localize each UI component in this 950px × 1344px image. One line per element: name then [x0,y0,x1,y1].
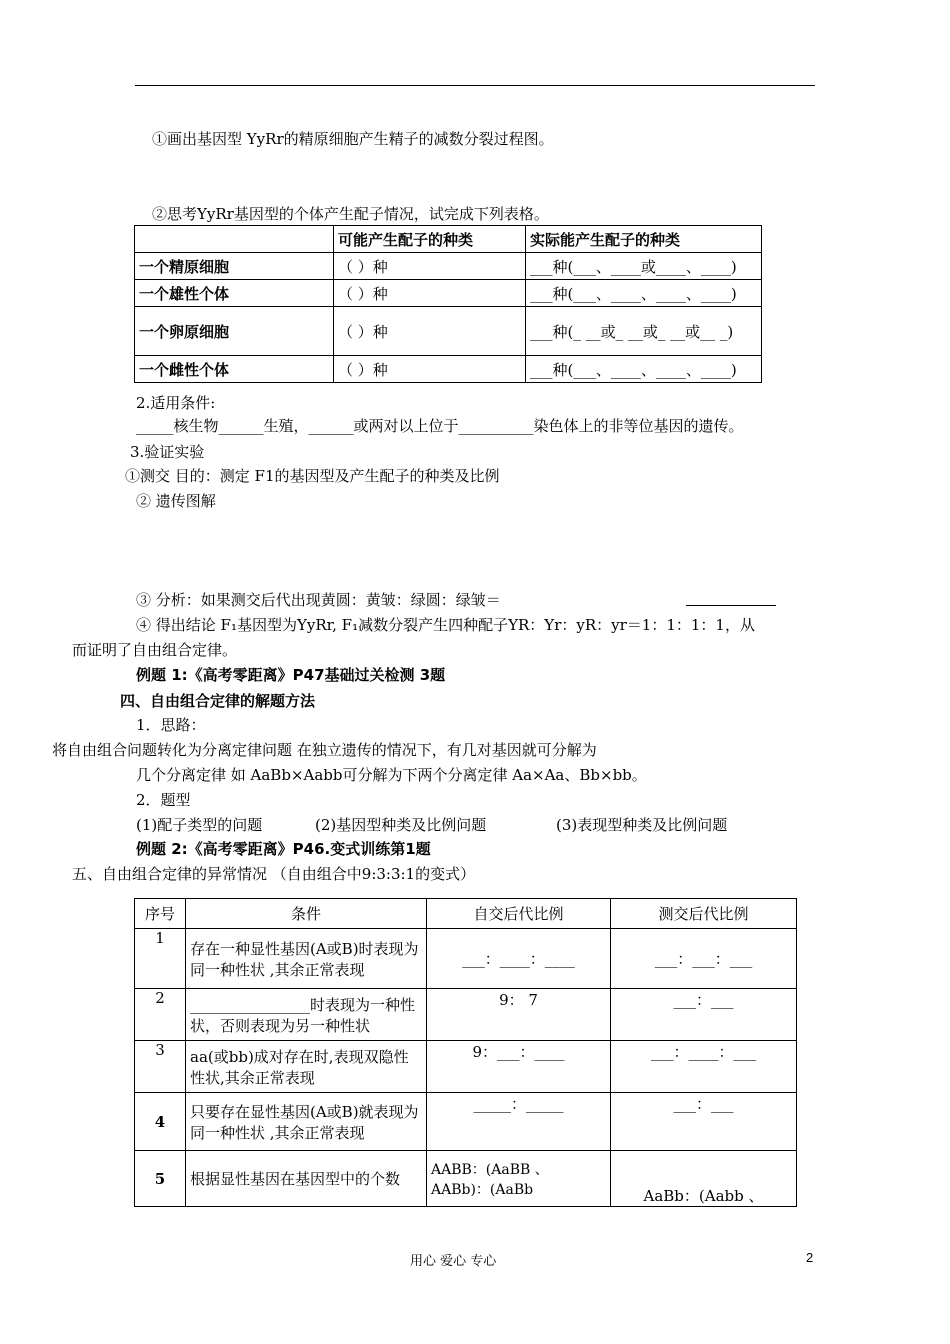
table-row [135,899,797,929]
table-cell: aa(或bb)成对存在时,表现双隐性性状,其余正常表现 [186,1041,427,1093]
condition-text: _____核生物______生殖，______或两对以上位于__________染色体上的非等位基因的遗传。 [136,417,744,435]
table-header-cell: 自交后代比例 [427,899,611,929]
table-header-cell: 实际能产生配子的种类 [526,226,762,253]
table-cell: 4 [135,1093,186,1151]
table-header-cell: 序号 [135,899,186,929]
verify-heading: 3.验证实验 [130,443,205,461]
table-cell: 3 [135,1041,186,1093]
conclusion-line-2: 而证明了自由组合定律。 [72,641,238,659]
table-cell: ___种(___、____或____、____) [526,253,762,280]
type-3: (3)表现型种类及比例问题 [556,816,728,834]
table-row [135,929,797,989]
footer-text: 用心 爱心 专心 [410,1254,497,1269]
types-heading: 2．题型 [136,791,191,809]
table-row [135,1041,797,1093]
table-cell: （ ）种 [334,253,526,280]
table-header-cell [135,226,334,253]
table-cell: ___种(___、____、____、____) [526,280,762,307]
line-1: ①画出基因型 YyRr的精原细胞产生精子的减数分裂过程图。 [152,130,554,148]
table-cell: 9：___：____ [427,1041,611,1093]
table-header-cell: 可能产生配子的种类 [334,226,526,253]
example-1: 例题 1:《高考零距离》P47基础过关检测 3题 [136,666,446,684]
type-1: (1)配子类型的问题 [136,816,263,834]
table-cell: ___：___ [611,989,797,1041]
table-cell: 根据显性基因在基因型中的个数 [186,1151,427,1207]
example-2: 例题 2:《高考零距离》P46.变式训练第1题 [136,840,431,858]
abnormal-heading: 五、自由组合定律的异常情况 （自由组合中9:3:3:1的变式） [72,865,476,883]
table-row [135,1151,797,1207]
table-row [135,989,797,1041]
answer-blank [686,589,776,606]
top-rule [135,85,815,86]
line-2: ②思考YyRr基因型的个体产生配子情况，试完成下列表格。 [152,205,549,223]
condition-heading: 2.适用条件: [136,394,216,412]
table-cell: ___：____：___ [611,1041,797,1093]
table-cell: 只要存在显性基因(A或B)就表现为同一种性状 ,其余正常表现 [186,1093,427,1151]
table-cell: 存在一种显性基因(A或B)时表现为同一种性状 ,其余正常表现 [186,929,427,989]
table-header-cell: 测交后代比例 [611,899,797,929]
table-cell: ________________时表现为一种性状，否则表现为另一种性状 [186,989,427,1041]
diagram-line: ② 遗传图解 [136,492,216,510]
table-cell: （ ）种 [334,356,526,383]
table-cell: ___种(_ __或_ __或_ __或__ _) [526,307,762,356]
testcross-line: ①测交 目的：测定 F1的基因型及产生配子的种类及比例 [125,467,500,485]
table-header-cell: 条件 [186,899,427,929]
table-cell: 1 [135,929,186,989]
idea-heading: 1．思路： [136,716,206,734]
table-cell: AaBb：(Aabb 、 [611,1151,797,1207]
table-row [135,253,762,280]
analysis-line: ③ 分析：如果测交后代出现黄圆：黄皱：绿圆：绿皱＝ [136,591,501,609]
table-cell: _____：_____ [427,1093,611,1151]
table-cell: ___种(___、____、____、____) [526,356,762,383]
table-cell: 一个精原细胞 [135,253,334,280]
table-cell: 一个雌性个体 [135,356,334,383]
table-row [135,280,762,307]
table-cell: （ ）种 [334,307,526,356]
table-cell: 一个雄性个体 [135,280,334,307]
section-heading: 四、自由组合定律的解题方法 [120,692,316,710]
type-2: (2)基因型种类及比例问题 [315,816,487,834]
table-cell: 2 [135,989,186,1041]
page-number: 2 [806,1250,814,1265]
table-cell: （ ）种 [334,280,526,307]
conclusion-line: ④ 得出结论 F₁基因型为YyRr, F₁减数分裂产生四种配子YR：Yr：yR：yr＝1：1：1：1，从 [136,616,755,634]
ratio-table [134,898,797,1207]
table-row [135,307,762,356]
table-cell: 一个卵原细胞 [135,307,334,356]
table-row [135,356,762,383]
idea-line-2: 几个分离定律 如 AaBb×Aabb可分解为下两个分离定律 Aa×Aa、Bb×bb。 [136,766,647,784]
table-cell: AABB：(AaBB 、 AABb)：(AaBb [427,1151,611,1207]
table-cell: ___：___：___ [611,929,797,989]
table-cell: ___：___ [611,1093,797,1151]
table-row [135,1093,797,1151]
table-cell: ___：____：____ [427,929,611,989]
table-cell: 9： 7 [427,989,611,1041]
gamete-table [134,225,762,383]
table-cell: 5 [135,1151,186,1207]
idea-line: 将自由组合问题转化为分离定律问题 在独立遗传的情况下，有几对基因就可分解为 [52,741,597,759]
table-row [135,226,762,253]
